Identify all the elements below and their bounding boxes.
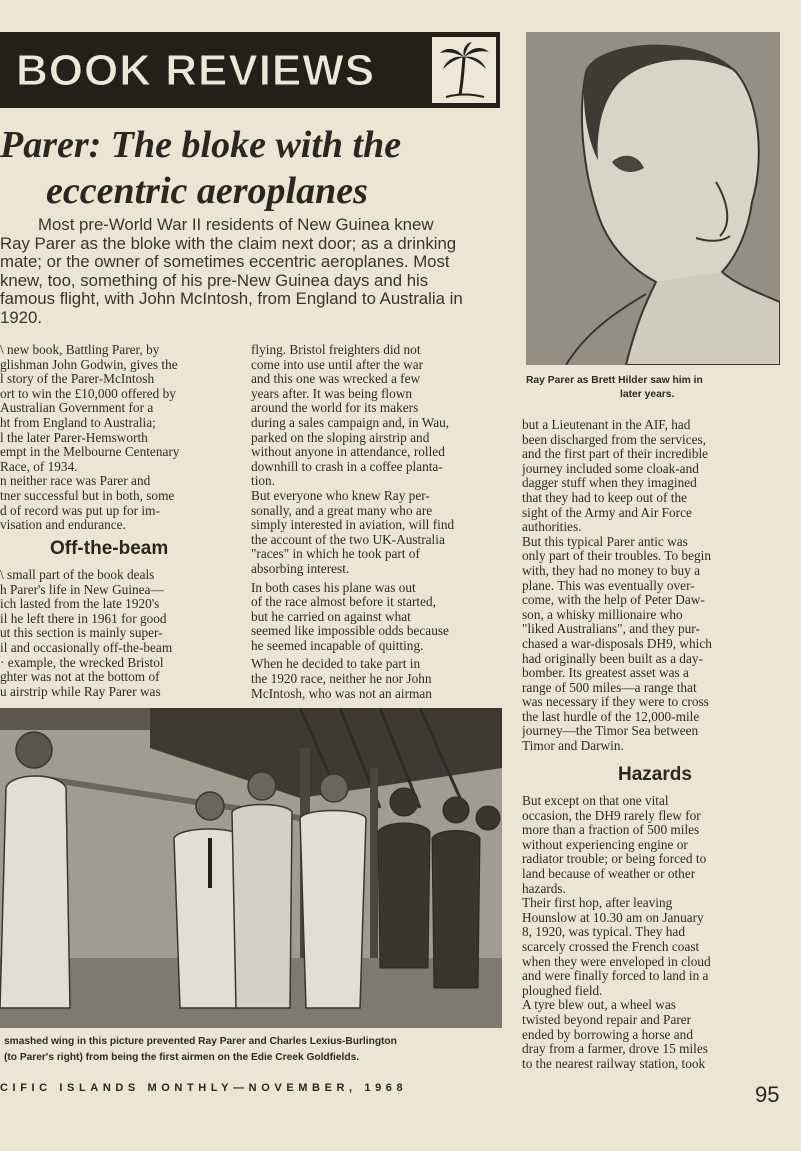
intro-line: famous flight, with John McIntosh, from England to Australia in	[0, 289, 463, 309]
text-line: plane. This was eventually over-	[522, 577, 695, 593]
text-line: A tyre blew out, a wheel was	[522, 997, 676, 1013]
page-footer: CIFIC ISLANDS MONTHLY—NOVEMBER, 1968	[0, 1082, 408, 1094]
text-line: when they were enveloped in cloud	[522, 953, 711, 969]
text-line: twisted beyond repair and Parer	[522, 1011, 692, 1027]
text-line: was necessary if they were to cross	[522, 694, 709, 710]
text-line: that they had to keep out of the	[522, 489, 688, 505]
text-line: more than a fraction of 500 miles	[522, 822, 700, 838]
text-line: with, they had no money to buy a	[522, 562, 701, 578]
column-1-top	[0, 343, 236, 533]
subhead-hazards: Hazards	[618, 764, 692, 785]
text-line: tion.	[251, 473, 276, 489]
text-line: scarcely crossed the French coast	[522, 938, 700, 954]
text-line: chased a war-disposals DH9, which	[522, 635, 712, 651]
headline-line-1: Parer: The bloke with the	[0, 124, 402, 166]
text-line: bomber. Its greatest asset was a	[522, 665, 689, 681]
intro-line: knew, too, something of his pre-New Guinea days and his	[0, 270, 429, 290]
article-headline	[0, 122, 520, 214]
group-photo	[0, 708, 502, 1028]
palm-tree-icon	[432, 37, 496, 103]
text-line: downhill to crash in a coffee planta-	[251, 458, 443, 474]
text-line: "liked Australians", and they pur-	[522, 621, 700, 637]
text-line: without anyone in attendance, rolled	[251, 444, 445, 460]
text-line: and this one was wrecked a few	[251, 371, 421, 387]
text-line: sonally, and a great many who are	[251, 502, 433, 518]
text-line: occasion, the DH9 rarely flew for	[522, 807, 701, 823]
text-line: n neither race was Parer and	[0, 473, 151, 489]
intro-line: 1920.	[0, 307, 42, 327]
text-line: the account of the two UK-Australia	[251, 531, 445, 547]
text-line: But this typical Parer antic was	[522, 533, 688, 549]
text-line: journey—the Timor Sea between	[522, 723, 699, 739]
text-line: tner successful but in both, some	[0, 487, 175, 503]
text-line: and were finally forced to land in a	[522, 968, 709, 984]
text-line: without experiencing engine or	[522, 836, 688, 852]
text-line: ut this section is mainly super-	[0, 625, 163, 641]
text-line: Australian Government for a	[0, 400, 154, 416]
column-1-bottom	[0, 568, 236, 699]
text-line: hazards.	[522, 880, 566, 896]
portrait-caption	[524, 374, 784, 402]
text-line: radiator trouble; or being forced to	[522, 851, 707, 867]
text-line: simply interested in aviation, will find	[251, 517, 455, 533]
text-line: · example, the wrecked Bristol	[0, 654, 164, 670]
subhead-off-the-beam: Off-the-beam	[50, 538, 169, 559]
text-line: been discharged from the services,	[522, 431, 706, 447]
text-line: ended by borrowing a horse and	[522, 1026, 693, 1042]
text-line: When he decided to take part in	[251, 656, 421, 672]
text-line: Race, of 1934.	[0, 458, 78, 474]
text-line: only part of their troubles. To begin	[522, 548, 712, 564]
text-line: \ new book, Battling Parer, by	[0, 343, 160, 357]
text-line: flying. Bristol freighters did not	[251, 343, 421, 357]
text-line: But everyone who knew Ray per-	[251, 487, 430, 503]
text-line: years after. It was being flown	[251, 385, 412, 401]
caption-line: smashed wing in this picture prevented Ray Parer and Charles Lexius-Burlington	[4, 1036, 397, 1047]
text-line: d of record was put up for im-	[0, 502, 160, 518]
text-line: ploughed field.	[522, 982, 603, 998]
column-2	[251, 343, 505, 701]
column-3-bottom	[522, 794, 784, 1071]
text-line: but a Lieutenant in the AIF, had	[522, 418, 691, 432]
text-line: glishman John Godwin, gives the	[0, 356, 178, 372]
text-line: ort to win the £10,000 offered by	[0, 385, 176, 401]
intro-line: Most pre-World War II residents of New Guinea knew	[38, 215, 434, 234]
text-line: ghter was not at the bottom of	[0, 669, 160, 685]
text-line: empt in the Melbourne Centenary	[0, 444, 180, 460]
text-line: But except on that one vital	[522, 794, 669, 808]
text-line: ich lasted from the late 1920's	[0, 596, 160, 612]
intro-line: Ray Parer as the bloke with the claim next door; as a drinking	[0, 233, 457, 253]
intro-paragraph	[0, 216, 494, 328]
photo-caption	[4, 1034, 510, 1066]
text-line: and the first part of their incredible	[522, 446, 709, 462]
text-line: of the race almost before it started,	[251, 594, 436, 610]
caption-line: Ray Parer as Brett Hilder saw him in	[526, 375, 703, 386]
text-line: son, a whisky millionaire who	[522, 606, 683, 622]
text-line: \ small part of the book deals	[0, 568, 155, 582]
text-line: he seemed incapable of quitting.	[251, 637, 424, 653]
caption-line: (to Parer's right) from being the first airmen on the Edie Creek Goldfields.	[4, 1051, 360, 1063]
text-line: dagger stuff when they imagined	[522, 475, 697, 491]
text-line: during a sales campaign and, in Wau,	[251, 414, 450, 430]
text-line: range of 500 miles—a range that	[522, 679, 697, 695]
text-line: In both cases his plane was out	[251, 579, 416, 595]
headline-line-2: eccentric aeroplanes	[46, 170, 368, 212]
text-line: the 1920 race, neither he nor John	[251, 671, 432, 687]
caption-line: later years.	[620, 389, 675, 400]
text-line: 8, 1920, was typical. They had	[522, 924, 685, 940]
text-line: il and occasionally off-the-beam	[0, 639, 173, 655]
text-line: l story of the Parer-McIntosh	[0, 371, 155, 387]
text-line: sight of the Army and Air Force	[522, 504, 692, 520]
text-line: come into use until after the war	[251, 356, 424, 372]
text-line: come, with the help of Peter Daw-	[522, 592, 705, 608]
text-line: McIntosh, who was not an airman	[251, 685, 432, 701]
text-line: authorities.	[522, 519, 582, 535]
text-line: land because of weather or other	[522, 865, 696, 881]
text-line: "races" in which he took part of	[251, 546, 420, 562]
text-line: absorbing interest.	[251, 560, 350, 576]
text-line: visation and endurance.	[0, 517, 126, 533]
text-line: the last hurdle of the 12,000-mile	[522, 708, 700, 724]
text-line: dray from a farmer, drove 15 miles	[522, 1041, 708, 1057]
text-line: but he carried on against what	[251, 608, 411, 624]
column-3-top	[522, 418, 784, 754]
page-number: 95	[755, 1082, 780, 1107]
text-line: u airstrip while Ray Parer was	[0, 683, 161, 699]
text-line: journey included some cloak-and	[522, 460, 699, 476]
text-line: l the later Parer-Hemsworth	[0, 429, 148, 445]
text-line: to the nearest railway station, took	[522, 1055, 706, 1071]
text-line: seemed like impossible odds because	[251, 623, 449, 639]
text-line: around the world for its makers	[251, 400, 419, 416]
section-title: BOOK REVIEWS	[16, 46, 376, 95]
text-line: il he left there in 1961 for good	[0, 610, 167, 626]
text-line: h Parer's life in New Guinea—	[0, 581, 164, 597]
text-line: ht from England to Australia;	[0, 414, 156, 430]
text-line: parked on the sloping airstrip and	[251, 429, 430, 445]
text-line: Timor and Darwin.	[522, 738, 624, 754]
text-line: had originally been built as a day-	[522, 650, 703, 666]
text-line: Hounslow at 10.30 am on January	[522, 909, 704, 925]
portrait-image	[526, 32, 780, 365]
intro-line: mate; or the owner of sometimes eccentric aeroplanes. Most	[0, 252, 450, 272]
text-line: Their first hop, after leaving	[522, 895, 673, 911]
